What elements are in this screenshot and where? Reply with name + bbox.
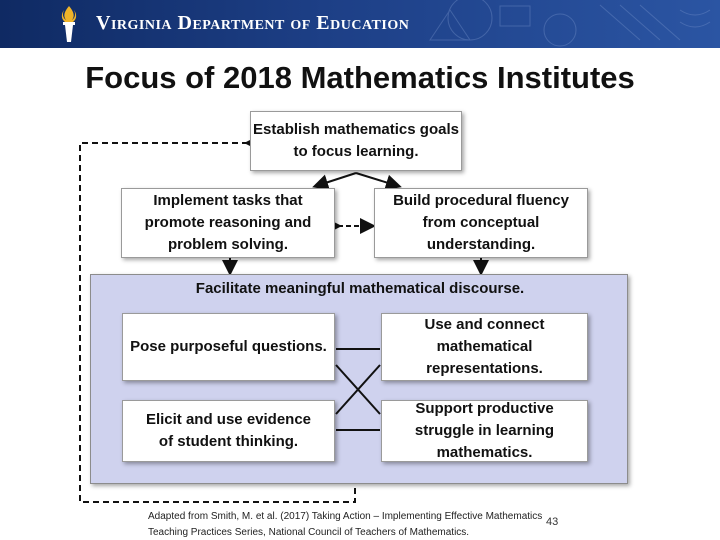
citation-line-1: Adapted from Smith, M. et al. (2017) Taking Action – Implementing Effective Mathematics [148,511,543,522]
agency-name: Virginia Department of Education [96,12,410,34]
citation [148,509,608,540]
box-struggle [381,400,588,462]
tasks-text: Implement tasks that promote reasoning and problem solving. [144,192,312,253]
goals-text: Establish mathematics goals to focus learning. [253,121,459,160]
page-number: 43 [546,516,559,528]
box-evidence [122,400,335,462]
fluency-text: Build procedural fluency from conceptual understanding. [393,192,569,253]
representations-text: Use and connect mathematical representations. [424,316,545,377]
evidence-text: Elicit and use evidence of student thinking. [145,411,312,450]
questions-text: Pose purposeful questions. [130,338,327,356]
box-questions [122,313,335,381]
struggle-text: Support productive struggle in learning mathematics. [414,400,555,461]
slide-title: Focus of 2018 Mathematics Institutes [85,60,635,95]
discourse-title: Facilitate meaningful mathematical discourse. [195,280,525,297]
citation-line-2: Teaching Practices Series, National Council of Teachers of Mathematics. [148,526,470,538]
box-representations [381,313,588,381]
